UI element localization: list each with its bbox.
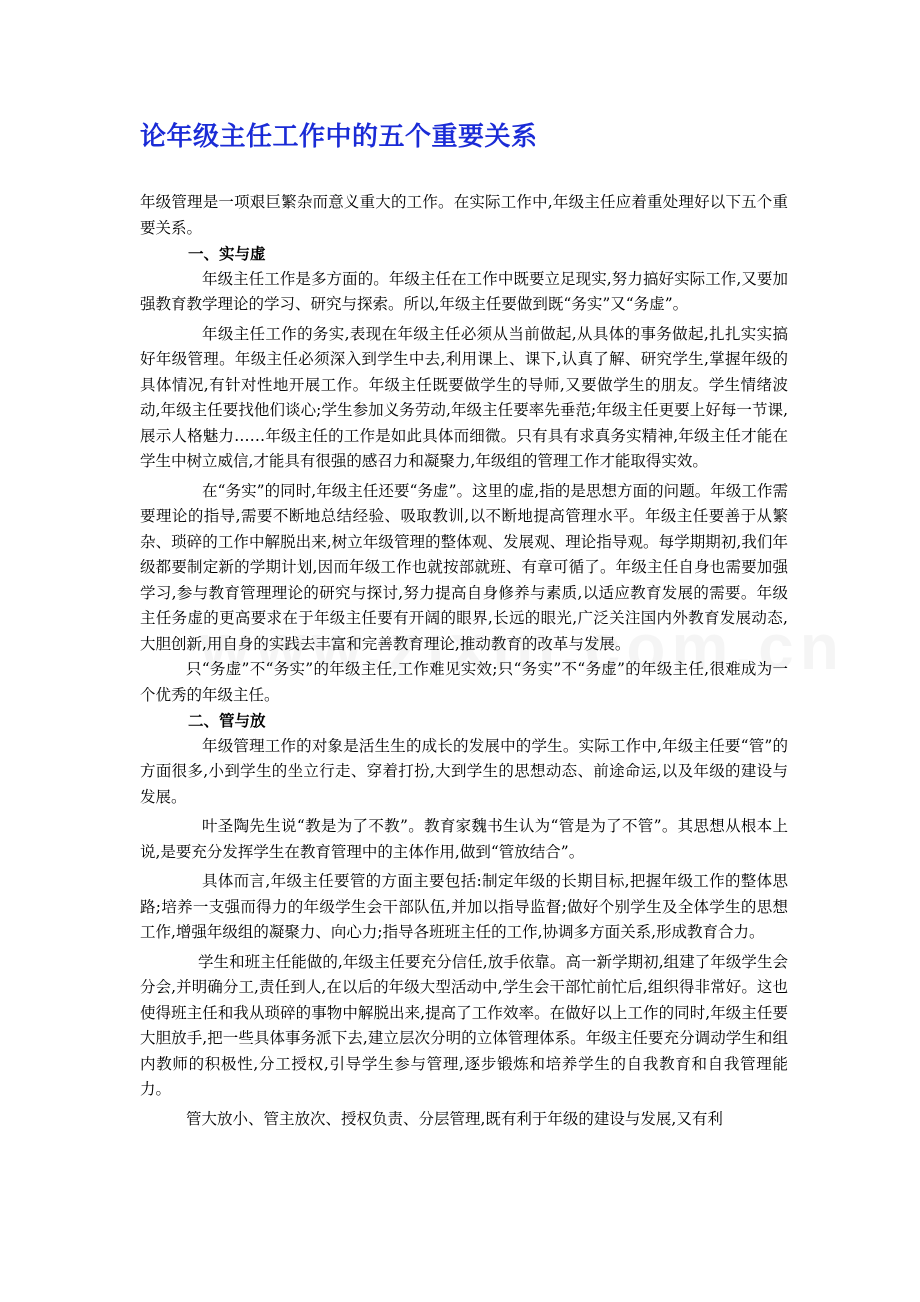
- paragraph: 学生和班主任能做的,年级主任要充分信任,放手依靠。高一新学期初,组建了年级学生会分会,并明确分工,责任到人,在以后的年级大型活动中,学生会干部忙前忙后,组织得非常好。这也使得班主任和我从琐碎的事物中解脱出来,提高了工作效率。在做好以上工作的同时,年级主任要大胆放手,把一些具体事务派下去,建立层次分明的立体管理体系。年级主任要充分调动学生和组内教师的积极性,分工授权,引导学生参与管理,逐步锻炼和培养学生的自我教育和自我管理能力。: [140, 952, 788, 1098]
- paragraph: 具体而言,年级主任要管的方面主要包括:制定年级的长期目标,把握年级工作的整体思路;培养一支强而得力的年级学生会干部队伍,并加以指导监督;做好个别学生及全体学生的思想工作,增强年级组的凝聚力、向心力;指导各班班主任的工作,协调多方面关系,形成教育合力。: [140, 872, 788, 941]
- paragraph-intro: 年级管理是一项艰巨繁杂而意义重大的工作。在实际工作中,年级主任应着重处理好以下五个重要关系。: [140, 193, 788, 237]
- paragraph: 年级主任工作是多方面的。年级主任在工作中既要立足现实,努力搞好实际工作,又要加强教育教学理论的学习、研究与探索。所以,年级主任要做到既“务实”又“务虚”。: [140, 269, 788, 313]
- paragraph: 在“务实”的同时,年级主任还要“务虚”。这里的虚,指的是思想方面的问题。年级工作需要理论的指导,需要不断地总结经验、吸取教训,以不断地提高管理水平。年级主任要善于从繁杂、琐碎的工作中解脱出来,树立年级管理的整体观、发展观、理论指导观。每学期期初,我们年级都要制定新的学期计划,因而年级工作也就按部就班、有章可循了。年级主任自身也需要加强学习,参与教育管理理论的研究与探讨,努力提高自身修养与素质,以适应教育发展的需要。年级主任务虚的更高要求在于年级主任要有开阔的眼界,长远的眼光,广泛关注国内外教育发展动态,大胆创新,用自身的实践去丰富和完善教育理论,推动教育的改革与发展。: [140, 481, 788, 653]
- section-heading-1: 一、实与虚: [188, 244, 266, 263]
- paragraph: 管大放小、管主放次、授权负责、分层管理,既有利于年级的建设与发展,又有利: [186, 1109, 723, 1128]
- document-title: 论年级主任工作中的五个重要关系: [140, 122, 538, 152]
- paragraph: 只“务虚”不“务实”的年级主任,工作难见实效;只“务实”不“务虚”的年级主任,很难成为一个优秀的年级主任。: [140, 660, 788, 704]
- paragraph: 叶圣陶先生说“教是为了不教”。教育家魏书生认为“管是为了不管”。其思想从根本上说,是要充分发挥学生在教育管理中的主体作用,做到“管放结合”。: [140, 817, 788, 861]
- paragraph: 年级管理工作的对象是活生生的成长的发展中的学生。实际工作中,年级主任要“管”的方面很多,小到学生的坐立行走、穿着打扮,大到学生的思想动态、前途命运,以及年级的建设与发展。: [140, 736, 788, 806]
- paragraph: 年级主任工作的务实,表现在年级主任必须从当前做起,从具体的事务做起,扎扎实实搞好年级管理。年级主任必须深入到学生中去,利用课上、课下,认真了解、研究学生,掌握年级的具体情况,有针对性地开展工作。年级主任既要做学生的导师,又要做学生的朋友。学生情绪波动,年级主任要找他们谈心;学生参加义务劳动,年级主任要率先垂范;年级主任更要上好每一节课,展示人格魅力……年级主任的工作是如此具体而细微。只有具有求真务实精神,年级主任才能在学生中树立威信,才能具有很强的感召力和凝聚力,年级组的管理工作才能取得实效。: [140, 324, 788, 470]
- document-page: [140, 118, 788, 1132]
- section-heading-2: 二、管与放: [188, 711, 266, 730]
